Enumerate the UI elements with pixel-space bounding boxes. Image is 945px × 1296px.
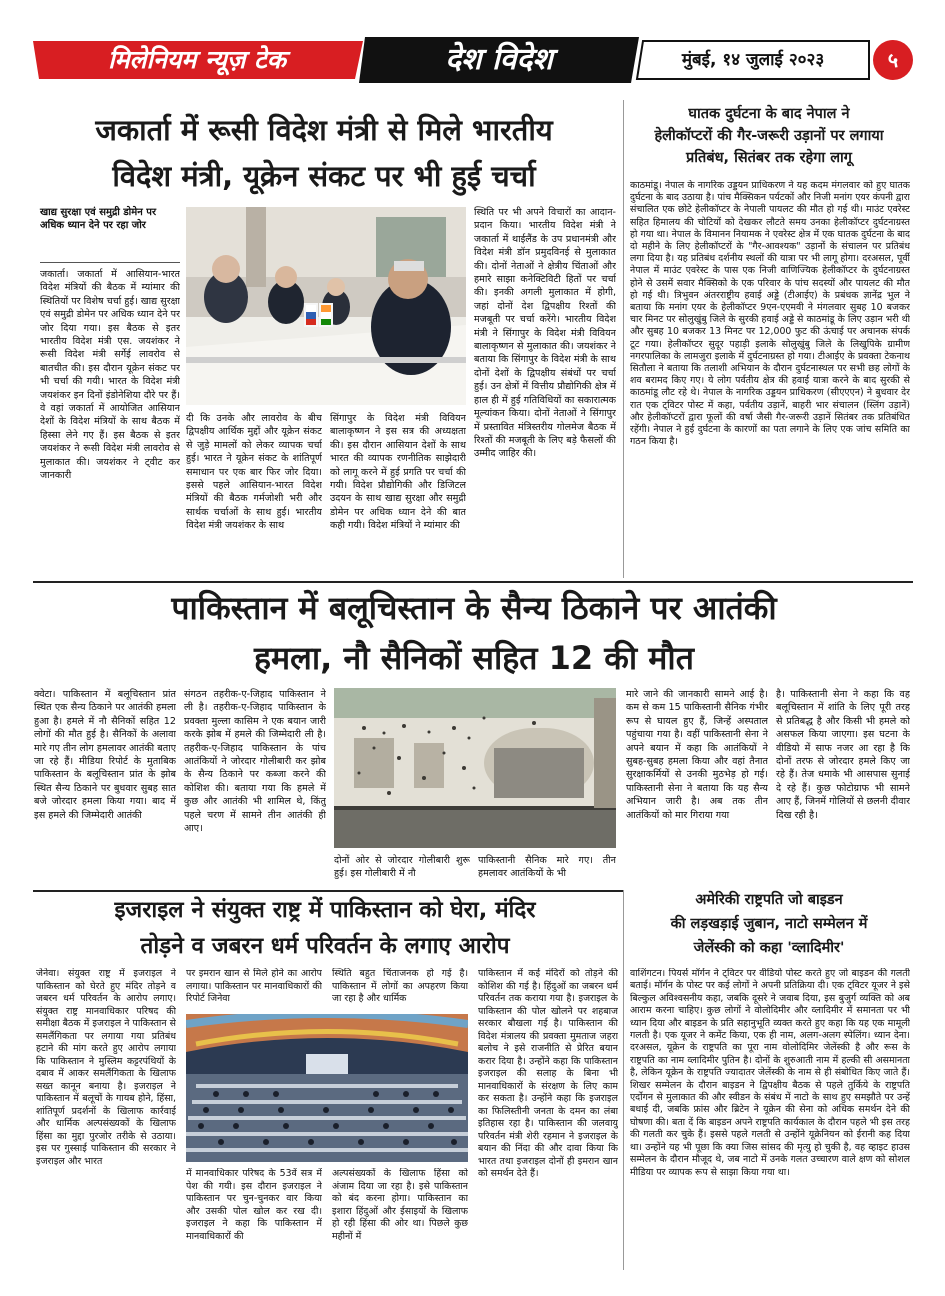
article-biden-headline-1: अमेरिकी राष्ट्रपति जो बाइडन <box>695 892 843 908</box>
article-israel-un-col2-top: पर इमरान खान से मिले होने का आरोप लगाया। पाकिस्तान पर मानवाधिकारों की रिपोर्ट जिनेवा <box>186 968 322 1004</box>
article-balochistan-caption-left: दोनों ओर से जोरदार गोलीबारी शुरू हुई। इस गोलीबारी में नौ <box>334 855 470 880</box>
paper-name: मिलेनियम न्यूज़ टेक <box>108 45 286 74</box>
article-israel-un-col2-bottom: में मानवाधिकार परिषद के 53वें सत्र में पेश की गयी। इस दौरान इजराइल ने पाकिस्तान पर चुन-चुनकर वार किया और उसकी पोल खोल कर रख दी। इजराइल ने कहा कि पाकिस्तान में मानवाधिकारों की <box>186 1168 322 1242</box>
article-jakarta-subhead: खाद्य सुरक्षा एवं समुद्री डोमेन पर अधिक ध्यान देने पर रहा जोर <box>40 207 157 231</box>
article-jakarta-col4: स्थिति पर भी अपने विचारों का आदान-प्रदान किया। भारतीय विदेश मंत्री ने जकार्ता में थाईलैंड के उप प्रधानमंत्री और विदेश मंत्री डॉन प्रमुदविनई से मुलाकात की। दोनों नेताओं ने क्षेत्रीय चिंताओं और हमारे साझा कनेक्टिविटी हितों पर चर्चा की। इनकी अगली मुलाकात में होगी, जहां दोनों देश द्विपक्षीय रिश्तों की मजबूती पर चर्चा करेंगे। भारतीय विदेश मंत्री ने सिंगापुर के विदेश मंत्री विवियन बालाकृष्णन से मुलाकात की। जयशंकर ने बताया कि सिंगापुर के विदेश मंत्री के साथ दोनों देशों के द्विपक्षीय संबंधों पर चर्चा हुई। उन क्षेत्रों में वित्तीय प्रौद्योगिकी क्षेत्र में हाल ही में हुई गतिविधियों का सकारात्मक मूल्यांकन किया। दोनों नेताओं ने सिंगापुर में प्रस्तावित मंत्रिस्तरीय गोलमेज बैठक में रिश्तों की मजबूती के लिए बड़े फैसलों की उम्मीद जाहिर की। <box>474 207 616 460</box>
article-israel-un-headline-1: इजराइल ने संयुक्त राष्ट्र में पाकिस्तान को घेरा, मंदिर <box>114 897 536 923</box>
article-balochistan-col2: संगठन तहरीक-ए-जिहाद पाकिस्तान ने ली है। तहरीक-ए-जिहाद पाकिस्तान के प्रवक्ता मुल्ला कासिम ने एक बयान जारी करके झोब में हमले की जिम्मेदारी ली है। तहरीक-ए-जिहाद पाकिस्तान के पांच आतंकियों ने जोरदार गोलीबारी कर झोब के सैन्य ठिकाने पर कब्जा करने की कोशिश की। बताया गया कि हमले में कुछ और आतंकी भी शामिल थे, किंतु पहले चरण में सामने तीन आतंकी ही आए। <box>184 689 326 835</box>
article-jakarta-headline-1: जकार्ता में रूसी विदेश मंत्री से मिले भारतीय <box>95 113 553 147</box>
article-balochistan-headline-1: पाकिस्तान में बलूचिस्तान के सैन्य ठिकाने पर आतंकी <box>171 589 777 627</box>
photo-attacked-building <box>334 688 616 848</box>
article-balochistan-col1: क्वेटा। पाकिस्तान में बलूचिस्तान प्रांत स्थित एक सैन्य ठिकाने पर आतंकी हमला हुआ है। हमले में नौ सैनिकों सहित 12 लोगों की मौत हुई है। सैनिकों के अलावा मारे गए तीन लोग हमलावर आतंकी बताए जा रहे हैं। मीडिया रिपोर्ट के मुताबिक पाकिस्तान के बलूचिस्तान प्रांत के झोब स्थित सैन्य ठिकाने पर बुधवार सुबह सात बजे जोरदार हमला किया गया। बाद में इस हमले की जिम्मेदारी आतंकी <box>34 689 176 821</box>
article-biden-body: वाशिंगटन। पियर्स मॉर्गन ने ट्विटर पर वीडियो पोस्ट करते हुए जो बाइडन की गलती बताई। मॉर्गन के पोस्ट पर कई लोगों ने अपनी प्रतिक्रिया दी। एक ट्विटर यूजर ने इसे बिल्कुल अविश्वसनीय कहा, जबकि दूसरे ने जवाब दिया, इस बुजुर्ग व्यक्ति को अब आराम करना चाहिए। कुछ लोगों ने वोलोदिमीर और व्लादिमीर में समानता पर भी ध्यान दिया और बाइडन के प्रति सहानुभूति व्यक्त करते हुए कहा कि यह एक मामूली गलती है। एक यूजर ने कमेंट किया, एक ही नाम, अलग-अलग स्पेलिंग। ध्यान देना। दरअसल, यूक्रेन के राष्ट्रपति का पूरा नाम वोलोदिमिर जेलेंस्की है और रूस के राष्ट्रपति का नाम व्लादिमीर पुतिन है। दोनों के शुरुआती नाम में हल्की सी असमानता है, लेकिन यूक्रेन के राष्ट्रपति ज्यादातर जेलेंस्की के नाम से ही संबोधित किए जाते हैं। शिखर सम्मेलन के दौरान बाइडन ने द्विपक्षीय बैठक से पहले तुर्किये के राष्ट्रपति एर्दोगन से मुलाकात की और स्वीडन के संबंध में नाटो के साथ हुए समझौते पर उन्हें बधाई दी, जबकि फ्रांस और ब्रिटेन ने यूक्रेन की सेना को अधिक समर्थन देने की घोषणा की। बता दें कि बाइडन अपने राष्ट्रपति कार्यकाल के दौरान पहले भी इस तरह की गलती कर चुके हैं। इससे पहले गलती से उन्होंने यूक्रेनियन को ईरानी कह दिया था। उन्होंने यह भी पूछा कि क्या जिस सांसद की मृत्यु हो चुकी है, वह व्हाइट हाउस सम्मेलन के दौरान मौजूद थे, जब नाटो में उनके गलत उच्चारण वाले क्षण को सोशल मीडिया पर व्यापक रूप से साझा किया गया था। <box>630 968 910 1178</box>
article-jakarta-col2: दी कि उनके और लावरोव के बीच द्विपक्षीय आर्थिक मुद्दों और यूक्रेन संकट से जुड़े मामलों को लेकर व्यापक चर्चा हुई। भारत ने यूक्रेन संकट के शांतिपूर्ण समाधान पर एक बार फिर जोर दिया। इससे पहले आसियान-भारत विदेश मंत्रियों की बैठक गर्मजोशी भरी और सार्थक चर्चाओं के साथ हुई। भारतीय विदेश मंत्री जयशंकर के साथ <box>186 413 322 532</box>
article-nepal-headline-1: घातक दुर्घटना के बाद नेपाल ने <box>688 106 850 122</box>
article-israel-un-col1: जेनेवा। संयुक्त राष्ट्र में इजराइल ने पाकिस्तान को घेरते हुए मंदिर तोड़ने व जबरन धर्म परिवर्तन के आरोप लगाए। संयुक्त राष्ट्र मानवाधिकार परिषद की समीक्षा बैठक में इजराइल ने पाकिस्तान से समलैंगिकता पर लगाया गया प्रतिबंध हटाने की मांग करते हुए आरोप लगाया कि पाकिस्तान ने मुस्लिम कट्टरपंथियों के दबाव में आकर समलैंगिकता के खिलाफ सख्त कानून बनाया है। इजराइल ने पाकिस्तान में बलूचों के गायब होने, हिंसा, शांतिपूर्ण प्रदर्शनों के खिलाफ कार्रवाई और धार्मिक अल्पसंख्यकों के खिलाफ हिंसा का मुद्दा पुरजोर तरीके से उठाया। इस पर गुस्साई पाकिस्तान की सरकार ने इजराइल और भारत <box>36 968 176 1167</box>
article-israel-un-col3-bottom: अल्पसंख्यकों के खिलाफ हिंसा को अंजाम दिया जा रहा है। इसे पाकिस्तान को बंद करना होगा। पाकिस्तान का इशारा हिंदुओं और ईसाइयों के खिलाफ हो रही हिंसा की ओर था। पिछले कुछ महीनों में <box>332 1168 468 1242</box>
article-biden-headline-3: जेलेंस्की को कहा 'व्लादिमीर' <box>693 940 845 956</box>
page-number-badge <box>873 40 913 80</box>
page-number: ५ <box>887 48 899 72</box>
article-balochistan-col5: है। पाकिस्तानी सेना ने कहा कि वह बलूचिस्तान में शांति के लिए पूरी तरह से प्रतिबद्ध है और किसी भी हमले को असफल किया जाएगा। इस घटना के वीडियो में साफ नजर आ रहा है कि दोनों तरफ से जोरदार हमले किए जा रहे हैं। तेज धमाके भी आसपास सुनाई दे रहे हैं। कुछ फोटोग्राफ भी सामने आए हैं, जिनमें गोलियों से छलनी दीवार दिख रही है। <box>776 689 910 821</box>
article-nepal-headline-3: प्रतिबंध, सितंबर तक रहेगा लागू <box>686 150 852 166</box>
article-balochistan-caption-right: पाकिस्तानी सैनिक मारे गए। तीन हमलावर आतंकियों के भी <box>478 855 616 880</box>
article-nepal-headline-2: हेलीकॉप्टरों की गैर-जरूरी उड़ानों पर लगाया <box>654 128 884 144</box>
article-jakarta-col3: सिंगापुर के विदेश मंत्री विवियन बालाकृष्णन ने इस सत्र की अध्यक्षता की। इस दौरान आसियान देशों के साथ भारत की व्यापक रणनीतिक साझेदारी को लागू करने में हुई प्रगति पर चर्चा की गयी। विदेश प्रौद्योगिकी और डिजिटल उदयन के साथ खाद्य सुरक्षा और समुद्री डोमेन पर अधिक ध्यान देने की बात कही गयी। विदेश मंत्रियों ने म्यांमार की <box>330 413 466 532</box>
article-israel-un-col4: पाकिस्तान में कई मंदिरों को तोड़ने की कोशिश की गई है। हिंदुओं का जबरन धर्म परिवर्तन तक कराया गया है। इजराइल के पाकिस्तान की पोल खोलने पर शहबाज सरकार बौखला गई है। पाकिस्तान की विदेश मंत्रालय की प्रवक्ता मुमताज जहरा बलोच ने इसे राजनीति से प्रेरित बयान करार दिया है। उन्होंने कहा कि पाकिस्तान इजराइल की सलाह के बिना भी मानवाधिकारों के संरक्षण के लिए काम कर सकता है। उन्होंने कहा कि इजराइल का फिलिस्तीनी जनता के दमन का लंबा इतिहास रहा है। पाकिस्तान की जलवायु परिवर्तन मंत्री शेरी रहमान ने इजराइल के बयान की निंदा की और दावा किया कि भारत तथा इजराइल दोनों ही इमरान खान को समर्थन देते हैं। <box>478 968 618 1179</box>
photo-ministers-meeting <box>186 207 466 405</box>
article-balochistan-headline-2: हमला, नौ सैनिकों सहित 12 की मौत <box>254 639 694 677</box>
article-balochistan-col4: मारे जाने की जानकारी सामने आई है। कम से कम 15 पाकिस्तानी सैनिक गंभीर रूप से घायल हुए हैं, जिन्हें अस्पताल पहुंचाया गया है। वहीं पाकिस्तानी सेना ने अपने बयान में कहा कि आतंकियों ने सुबह-सुबह हमला किया और वहां तैनात सुरक्षाकर्मियों से उनकी मुठभेड़ हो गई। पाकिस्तानी सेना ने बताया कि यह सैन्य अभियान जारी है। अब तक तीन आतंकियों को मार गिराया गया <box>626 689 768 821</box>
section-title: देश विदेश <box>445 42 553 77</box>
article-israel-un-col3-top: स्थिति बहुत चिंताजनक हो गई है। पाकिस्तान में लोगों का अपहरण किया जा रहा है और धार्मिक <box>332 968 468 1004</box>
photo-un-human-rights-council <box>186 1014 468 1162</box>
article-jakarta-headline-2: विदेश मंत्री, यूक्रेन संकट पर भी हुई चर्चा <box>112 159 536 193</box>
issue-date: मुंबई, १४ जुलाई २०२३ <box>681 50 825 70</box>
article-biden-headline-2: की लड़खड़ाई जुबान, नाटो सम्मेलन में <box>670 916 868 932</box>
article-nepal-body: काठमांडू। नेपाल के नागरिक उड्डयन प्राधिकरण ने यह कदम मंगलवार को हुए घातक दुर्घटना के बाद उठाया है। पांच मैक्सिकन पर्यटकों और निजी मनांग एयर कंपनी द्वारा संचालित एक छोटे हेलीकॉप्टर के नेपाली पायलट की मौत हो गई थी। माउंट एवरेस्ट सहित हिमालय की चोटियों को देखकर लौटते समय उनका हेलीकॉप्टर दुर्घटनाग्रस्त हो गया था। नेपाल के विमानन नियामक ने एवरेस्ट क्षेत्र में एक घातक दुर्घटना के बाद दो महीने के लिए हेलीकॉप्टरों के "गैर-आवश्यक" उड़ानों के संचालन पर प्रतिबंध लगा दिया है। यह प्रतिबंध दर्शनीय स्थलों की यात्रा पर भी लागू होगा। दरअसल, पूर्वी नेपाल में माउंट एवरेस्ट के पास एक निजी वाणिज्यिक हेलीकॉप्टर के दुर्घटनाग्रस्त होने से उसमें सवार मैक्सिको के एक परिवार के पांच सदस्यों और पायलट की मौत हो गई थी। त्रिभुवन अंतरराष्ट्रीय हवाई अड्डे (टीआईए) के प्रबंधक ज्ञानेंद्र भुल ने बताया कि मनांग एयर के हेलीकॉप्टर 9एन-एएमवी ने मंगलवार सुबह 10 बजकर चार मिनट पर सोलुखुंबु जिले के सुरकी हवाई अड्डे से काठमांडू के लिए उड़ान भरी थी और सुबह 10 बजकर 13 मिनट पर 12,000 फुट की ऊंचाई पर अचानक संपर्क टूट गया। हेलीकॉप्टर सुदूर पहाड़ी इलाके सोलुखुंबु जिले के लिखुपिके ग्रामीण नगरपालिका के लामजुरा इलाके में दुर्घटनाग्रस्त हो गया। टीआईए के प्रवक्ता टेकनाथ सितौला ने बताया कि तलाशी अभियान के दौरान दुर्घटनास्थल पर सभी छह लोगों के शव बरामद किए गए। ये लोग पर्वतीय क्षेत्र की हवाई यात्रा करने के बाद सुरकी से काठमांडू लौट रहे थे। नेपाल के नागरिक उड्डयन प्राधिकरण (सीएएएन) ने बुधवार देर रात एक ट्विटर पोस्ट में कहा, पर्वतीय उड़ानें, बाहरी भार संचालन (स्लिंग उड़ानें) और हेलीकॉप्टरों द्वारा फूलों की वर्षा जैसी गैर-जरूरी उड़ानें सितंबर तक प्रतिबंधित रहेंगी। नेपाल ने हुई दुर्घटना के कारणों का पता लगाने के लिए एक जांच समिति का गठन किया है। <box>630 180 910 448</box>
article-jakarta-col1: जकार्ता। जकार्ता में आसियान-भारत विदेश मंत्रियों की बैठक में म्यांमार की स्थितियों पर विशेष चर्चा हुई। खाद्य सुरक्षा एवं समुद्री डोमेन पर अधिक ध्यान देने पर जोर दिया गया। इस बैठक से इतर भारतीय विदेश मंत्री एस. जयशंकर ने रूसी विदेश मंत्री सर्गेई लावरोव से बातचीत की। इस दौरान यूक्रेन संकट पर भी चर्चा की गयी। भारत के विदेश मंत्री जयशंकर इन दिनों इंडोनेशिया दौरे पर हैं। वे वहां जकार्ता में आयोजित आसियान देशों के विदेश मंत्रियों के साथ बैठक में हिस्सा लेने गए हैं। इस बैठक से इतर जयशंकर ने रूसी विदेश मंत्री लावरोव से मुलाकात की। जयशंकर ने ट्वीट कर जानकारी <box>40 269 180 482</box>
article-israel-un-headline-2: तोड़ने व जबरन धर्म परिवर्तन के लगाए आरोप <box>140 933 510 959</box>
masthead <box>33 37 913 83</box>
